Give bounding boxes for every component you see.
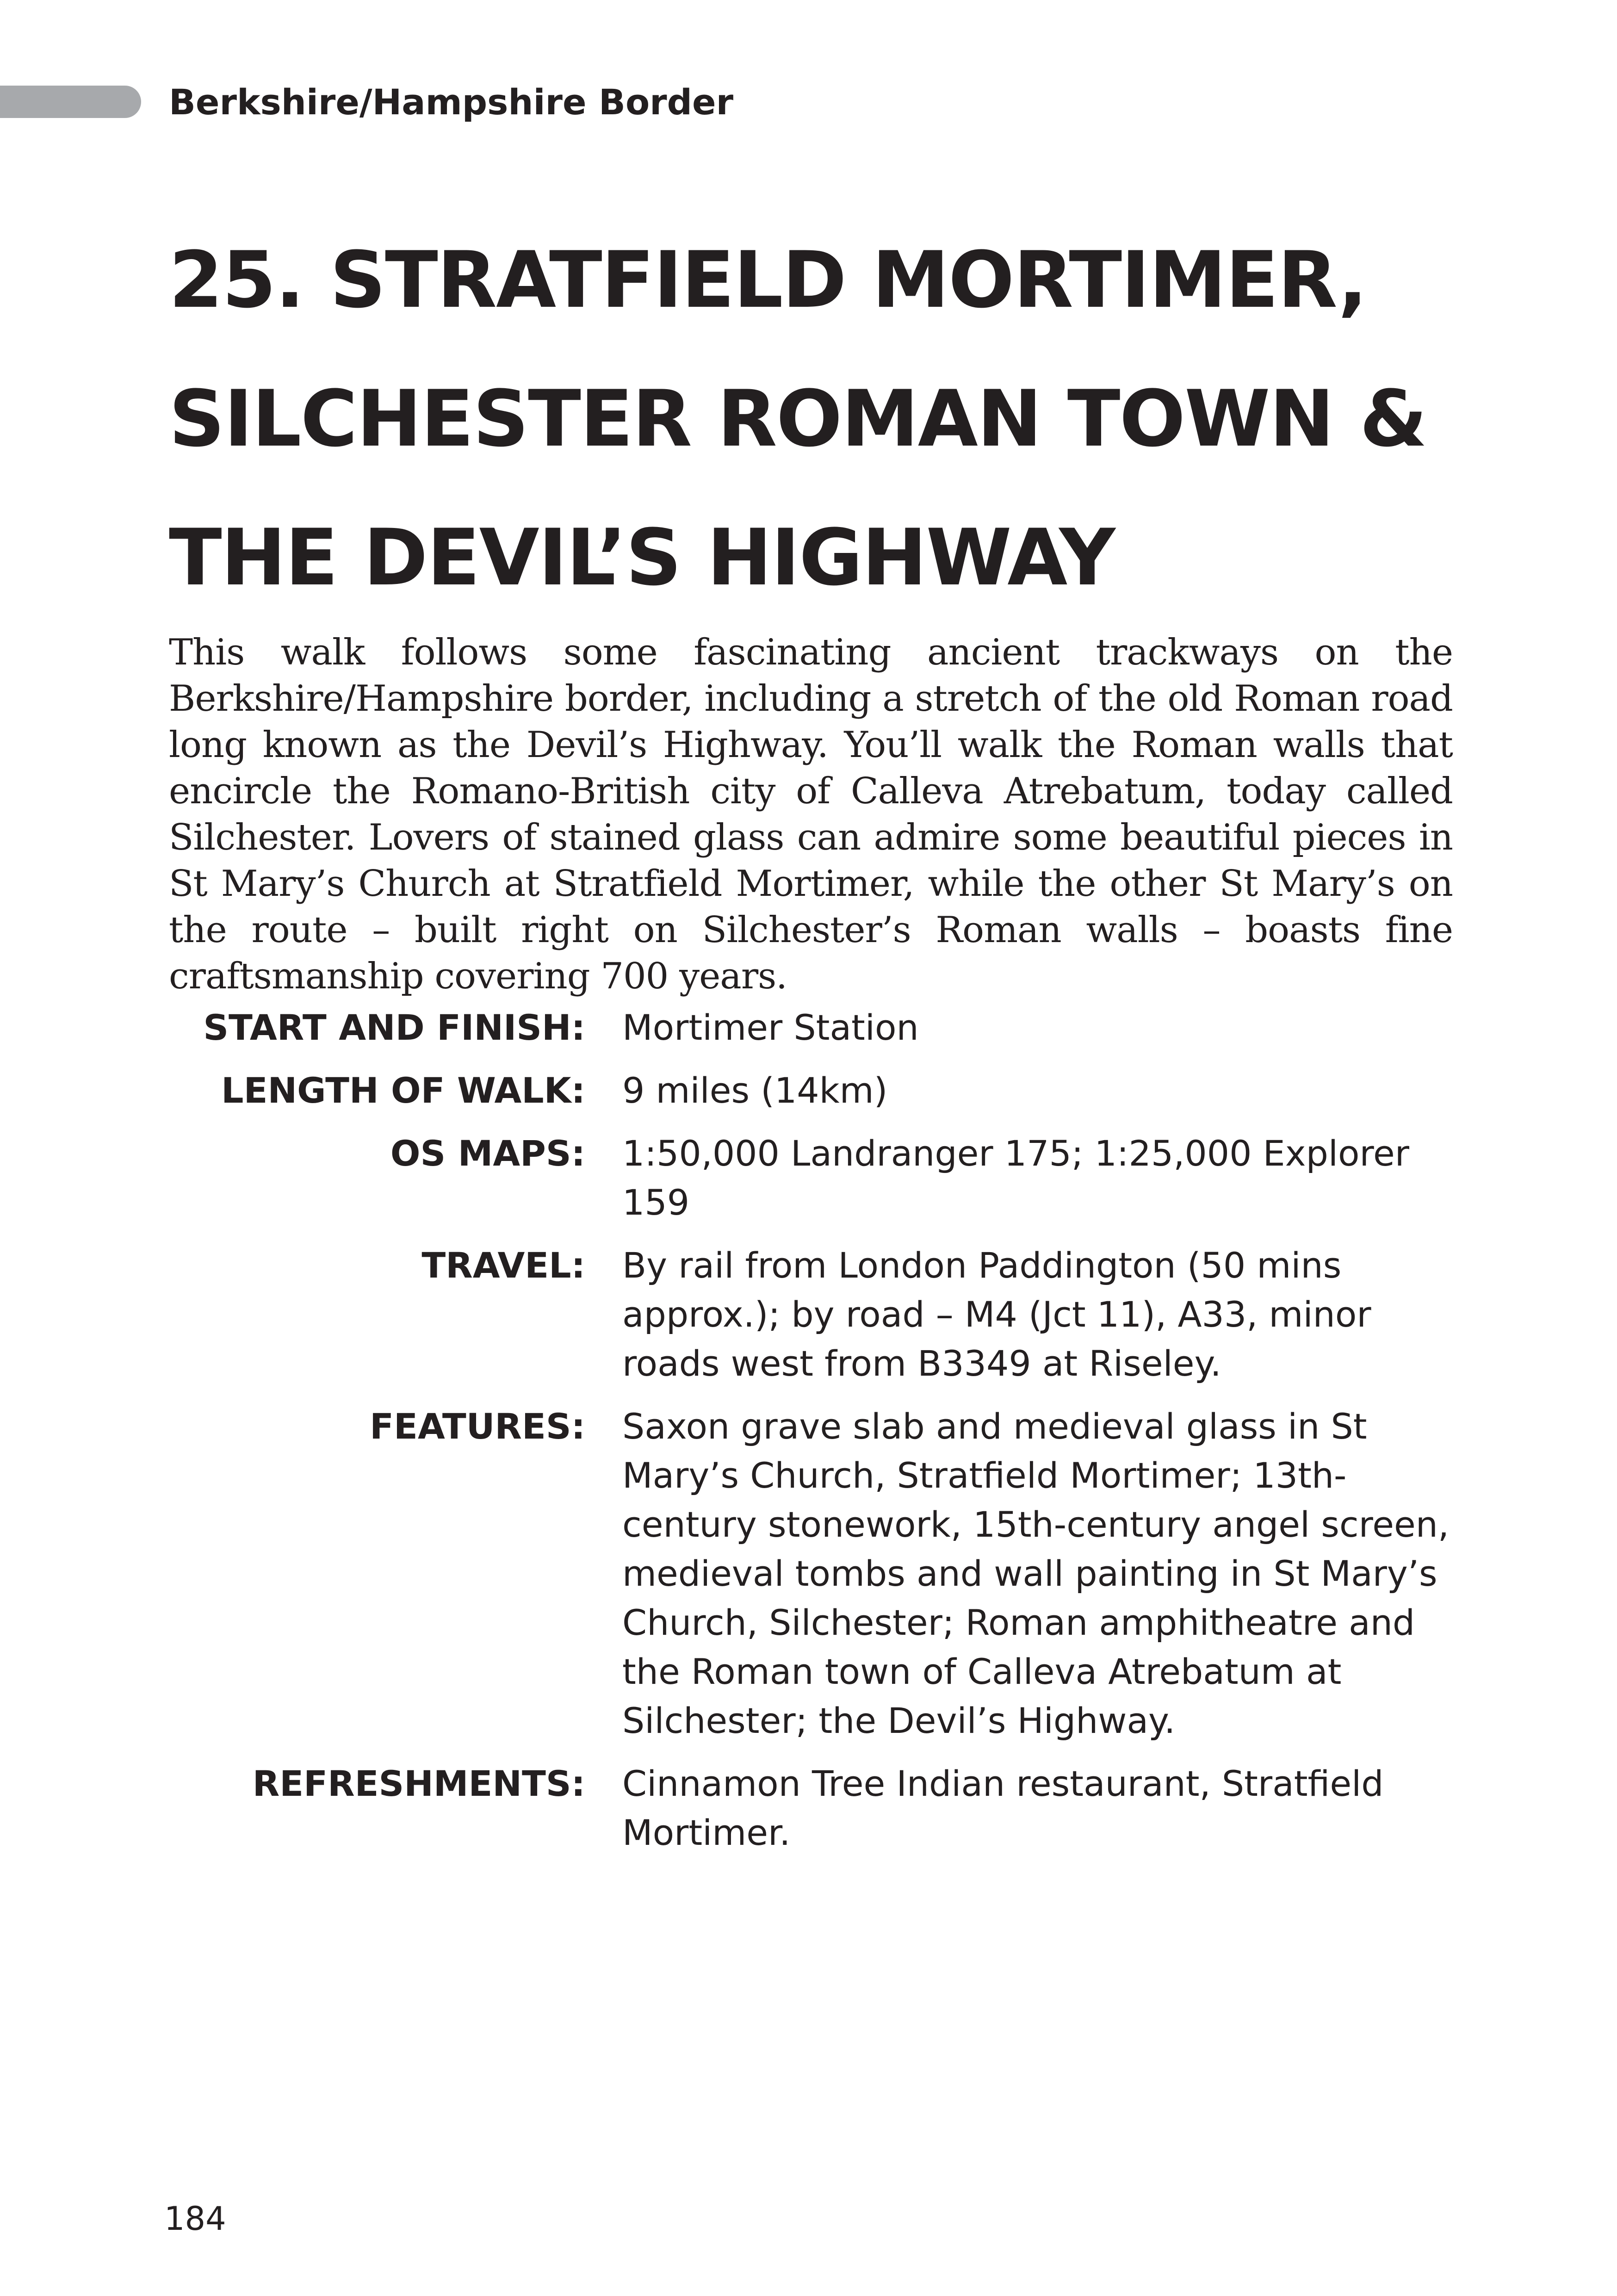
detail-label: START AND FINISH: <box>203 1007 585 1048</box>
detail-value: 1:50,000 Landranger 175; 1:25,000 Explorer 159 <box>622 1133 1410 1223</box>
detail-label: OS MAPS: <box>390 1133 585 1174</box>
detail-value: Mortimer Station <box>622 1007 919 1048</box>
walk-details <box>169 1003 1464 1871</box>
detail-row-length <box>169 1066 1464 1115</box>
detail-value: 9 miles (14km) <box>622 1070 888 1111</box>
detail-value: Saxon grave slab and medieval glass in St Mary’s Church, Stratfield Mortimer; 13th-century stonework, 15th-century angel screen, medieval tombs and wall painting in St Mary’s Church, Silchester; Roman amphitheatre and the Roman town of Calleva Atrebatum at Silchester; the Devil’s Highway. <box>622 1406 1450 1741</box>
section-label: Berkshire/Hampshire Border <box>169 81 734 123</box>
walk-title <box>169 211 1557 627</box>
intro-paragraph: This walk follows some fascinating ancient trackways on the Berkshire/Hampshire border, including a stretch of the old Roman road long known as the Devil’s Highway. You’ll walk the Roman walls that encircle the Romano-British city of Calleva Atrebatum, today called Silchester. Lovers of stained glass can admire some beautiful pieces in St Mary’s Church at Stratfield Mortimer, while the other St Mary’s on the route – built right on Silchester’s Roman walls – boasts fine craftsmanship covering 700 years. <box>169 632 1453 997</box>
detail-row-features <box>169 1402 1464 1745</box>
walk-title-line-1: 25. STRATFIELD MORTIMER, <box>169 235 1367 325</box>
detail-row-travel <box>169 1241 1464 1388</box>
section-marker-bar <box>0 86 141 118</box>
detail-row-os-maps <box>169 1129 1464 1227</box>
detail-value: Cinnamon Tree Indian restaurant, Stratfield Mortimer. <box>622 1763 1384 1853</box>
detail-label: FEATURES: <box>370 1406 585 1447</box>
page-number: 184 <box>164 2200 226 2238</box>
detail-label: LENGTH OF WALK: <box>221 1070 585 1111</box>
detail-label: REFRESHMENTS: <box>252 1763 585 1804</box>
detail-row-start-finish <box>169 1003 1464 1052</box>
detail-label: TRAVEL: <box>421 1245 585 1286</box>
detail-value: By rail from London Paddington (50 mins approx.); by road – M4 (Jct 11), A33, minor roads west from B3349 at Riseley. <box>622 1245 1371 1384</box>
walk-title-line-3: THE DEVIL’S HIGHWAY <box>169 512 1115 603</box>
walk-title-line-2: SILCHESTER ROMAN TOWN & <box>169 373 1427 464</box>
detail-row-refreshments <box>169 1759 1464 1857</box>
